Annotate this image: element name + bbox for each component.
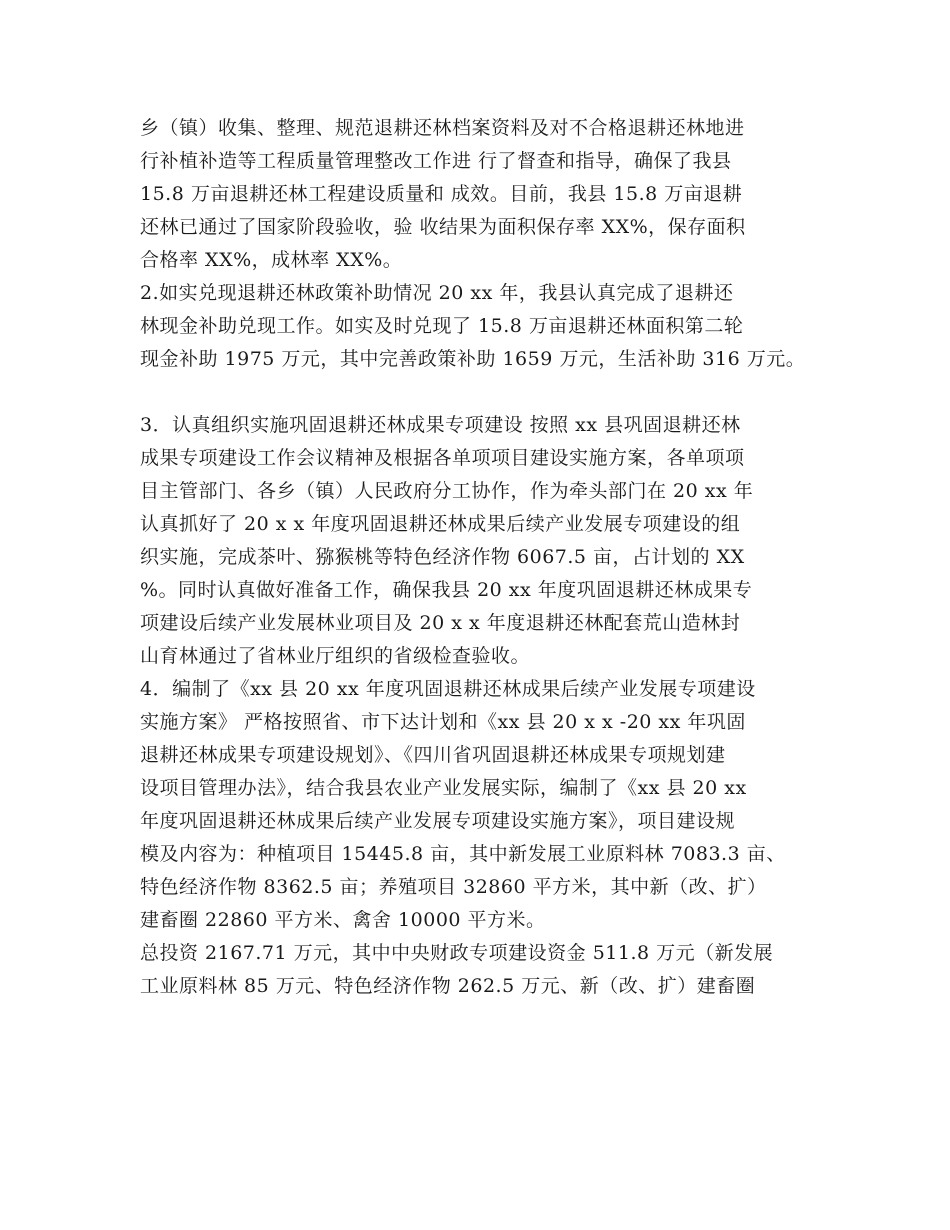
text-line: 工业原料林 85 万元、特色经济作物 262.5 万元、新（改、扩）建畜圈 xyxy=(140,975,756,997)
text-line: 实施方案》 严格按照省、市下达计划和《xx 县 20 x x -20 xx 年巩固 xyxy=(140,711,746,733)
text-line: 现金补助 1975 万元，其中完善政策补助 1659 万元，生活补助 316 万元。 xyxy=(140,348,806,370)
text-line: 年度巩固退耕还林成果后续产业发展专项建设实施方案》，项目建设规 xyxy=(140,810,736,832)
text-line: 山育林通过了省林业厅组织的省级检查验收。 xyxy=(140,645,531,667)
text-line: 特色经济作物 8362.5 亩；养殖项目 32860 平方米，其中新（改、扩） xyxy=(140,876,767,898)
blank-line xyxy=(140,376,830,409)
text-line: 3．认真组织实施巩固退耕还林成果专项建设 按照 xx 县巩固退耕还林 xyxy=(140,414,741,436)
text-line: %。同时认真做好准备工作，确保我县 20 xx 年度巩固退耕还林成果专 xyxy=(140,579,753,601)
text-line: 织实施，完成茶叶、猕猴桃等特色经济作物 6067.5 亩，占计划的 XX xyxy=(140,546,745,568)
text-line: 设项目管理办法》，结合我县农业产业发展实际，编制了《xx 县 20 xx xyxy=(140,777,747,799)
text-line: 总投资 2167.71 万元，其中中央财政专项建设资金 511.8 万元（新发展 xyxy=(140,942,774,964)
text-line: 合格率 XX%，成林率 XX%。 xyxy=(140,249,403,271)
text-line: 还林已通过了国家阶段验收，验 收结果为面积保存率 XX%，保存面积 xyxy=(140,216,746,238)
text-line: 行补植补造等工程质量管理整改工作进 行了督查和指导，确保了我县 xyxy=(140,150,732,172)
text-line: 4．编制了《xx 县 20 xx 年度巩固退耕还林成果后续产业发展专项建设 xyxy=(140,678,756,700)
text-line: 模及内容为：种植项目 15445.8 亩，其中新发展工业原料林 7083.3 亩、 xyxy=(140,843,786,865)
text-line: 目主管部门、各乡（镇）人民政府分工协作，作为牵头部门在 20 xx 年 xyxy=(140,480,754,502)
text-line: 15.8 万亩退耕还林工程建设质量和 成效。目前，我县 15.8 万亩退耕 xyxy=(140,183,743,205)
text-line: 林现金补助兑现工作。如实及时兑现了 15.8 万亩退耕还林面积第二轮 xyxy=(140,315,744,337)
text-line: 退耕还林成果专项建设规划》、《四川省巩固退耕还林成果专项规划建 xyxy=(140,744,726,766)
text-line: 项建设后续产业发展林业项目及 20 x x 年度退耕还林配套荒山造林封 xyxy=(140,612,741,634)
text-line: 认真抓好了 20 x x 年度巩固退耕还林成果后续产业发展专项建设的组 xyxy=(140,513,741,535)
text-line: 2.如实兑现退耕还林政策补助情况 20 xx 年，我县认真完成了退耕还 xyxy=(140,282,734,304)
text-line: 乡（镇）收集、整理、规范退耕还林档案资料及对不合格退耕还林地进 xyxy=(140,117,745,139)
text-line: 建畜圈 22860 平方米、禽舍 10000 平方米。 xyxy=(140,909,546,931)
body-text xyxy=(140,112,830,1003)
text-line: 成果专项建设工作会议精神及根据各单项项目建设实施方案，各单项项 xyxy=(140,447,745,469)
